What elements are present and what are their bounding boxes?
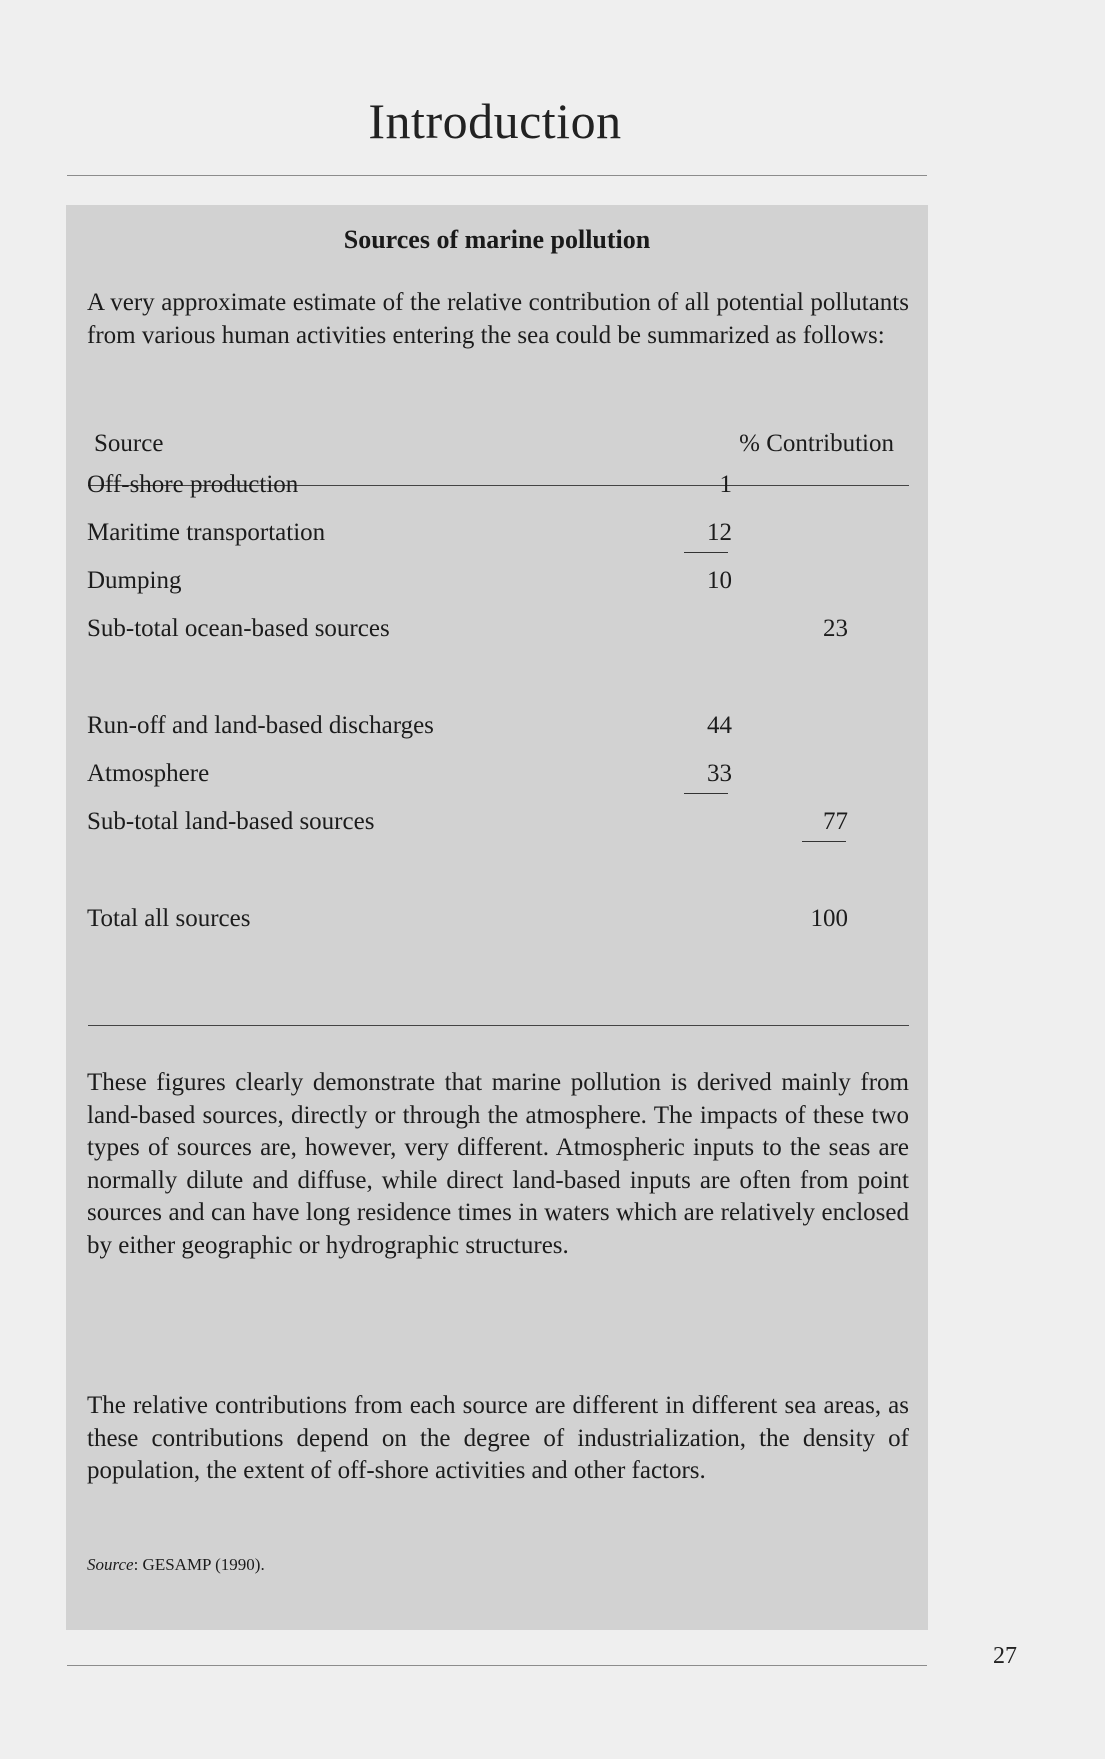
bottom-rule: [67, 1665, 927, 1666]
row-value-maritime: 12: [707, 519, 732, 546]
row-label-offshore: Off-shore production: [87, 471, 299, 498]
row-label-total: Total all sources: [87, 905, 251, 932]
row-label-subtotal-ocean: Sub-total ocean-based sources: [87, 615, 390, 642]
row-label-dumping: Dumping: [87, 567, 182, 594]
source-text: : GESAMP (1990).: [133, 1555, 265, 1574]
row-value-runoff: 44: [707, 712, 732, 739]
sidebar-box: [66, 205, 928, 1630]
row-value-total: 100: [810, 905, 848, 932]
page-title: Introduction: [368, 93, 622, 149]
subtotal-underline-land: [684, 793, 728, 794]
row-label-atmosphere: Atmosphere: [87, 760, 210, 787]
top-rule: [67, 175, 927, 176]
box-title: Sources of marine pollution: [343, 225, 651, 254]
conclusion-paragraph: These figures clearly demonstrate that marine pollution is derived mainly from land-based sources, directly or through the atmosphere. The impacts of these two types of sources are, however, very different. Atmospheric inputs to the seas are normally dilute and diffuse, while direct land-based inputs are often from point sources and can have long residence times in waters which are relatively enclosed by either geographic or hydrographic structures.: [87, 1069, 909, 1259]
source-citation: [87, 1555, 265, 1575]
row-value-atmosphere: 33: [707, 760, 732, 787]
row-label-subtotal-land: Sub-total land-based sources: [87, 808, 375, 835]
subtotal-underline-ocean: [684, 552, 728, 553]
row-value-dumping: 10: [707, 567, 732, 594]
regional-paragraph: The relative contributions from each source are different in different sea areas, as these contributions depend on the degree of industrialization, the density of population, the extent of off-shore activities and other factors.: [87, 1392, 909, 1484]
column-header-contribution: % Contribution: [739, 430, 894, 457]
row-value-subtotal-ocean: 23: [823, 615, 848, 642]
source-label: Source: [87, 1555, 134, 1574]
row-label-runoff: Run-off and land-based discharges: [87, 712, 434, 739]
total-underline: [802, 841, 846, 842]
page-number: 27: [993, 1643, 1017, 1669]
row-label-maritime: Maritime transportation: [87, 519, 326, 546]
row-value-subtotal-land: 77: [823, 808, 848, 835]
table-end-rule: [88, 1025, 909, 1026]
intro-paragraph: A very approximate estimate of the relative contribution of all potential pollutants from various human activities entering the sea could be summarized as follows:: [87, 289, 909, 349]
row-value-offshore: 1: [719, 471, 732, 498]
column-header-source: Source: [94, 430, 164, 457]
